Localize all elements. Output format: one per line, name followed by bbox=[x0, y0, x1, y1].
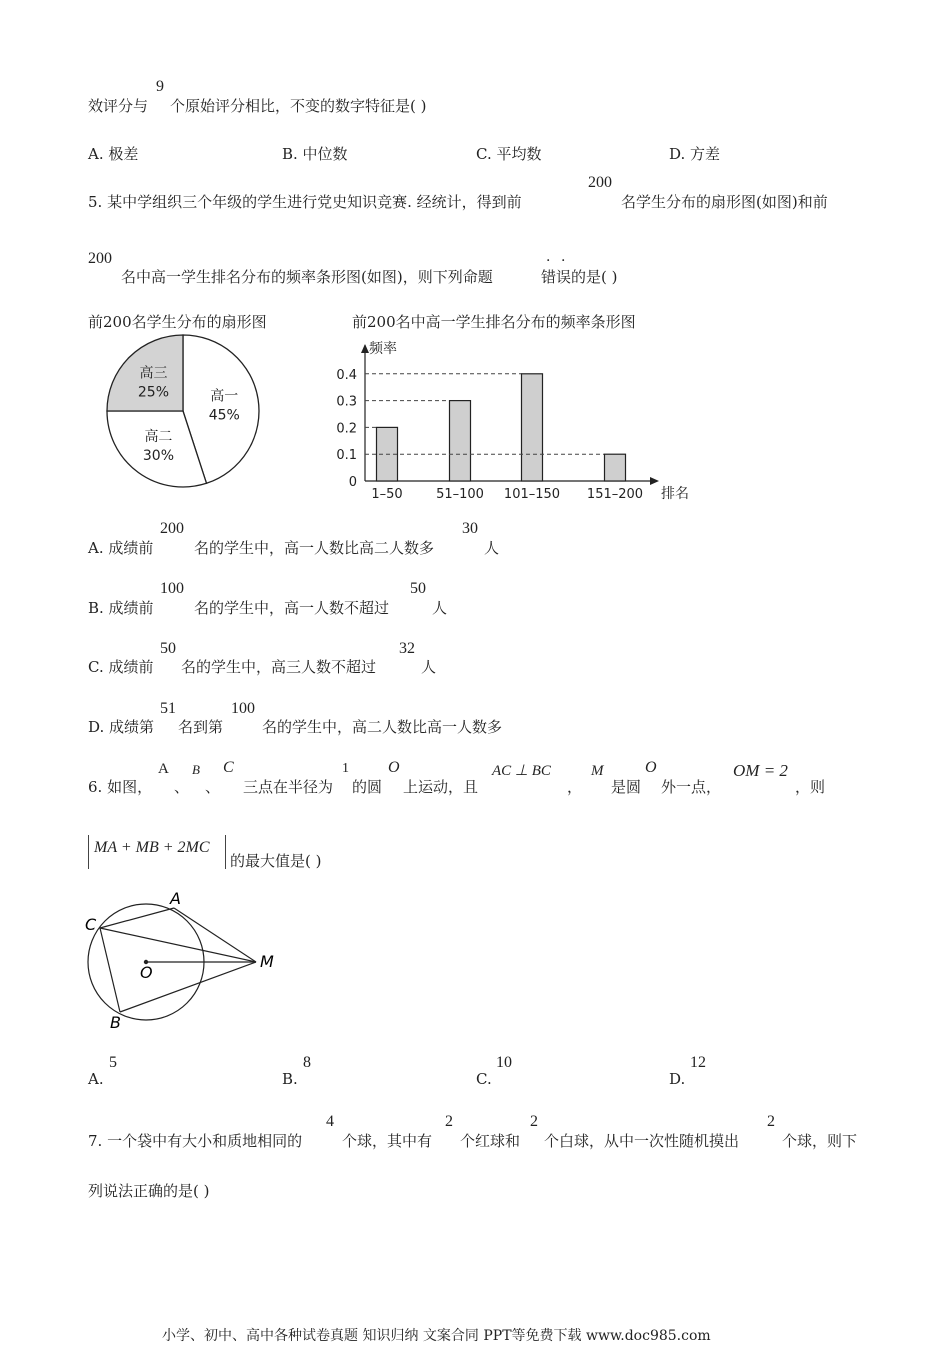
option-text: A. 成绩前 bbox=[88, 539, 154, 557]
page-footer: 小学、初中、高中各种试卷真题 知识归纳 文案合同 PPT等免费下载 www.doc985.com bbox=[162, 1328, 711, 1344]
segment-cb bbox=[100, 928, 120, 1012]
option-text: 名的学生中，高一人数比高二人数多 bbox=[194, 539, 435, 557]
option-text: 名的学生中，高一人数不超过 bbox=[194, 599, 390, 617]
q7-text: 个球，则下 bbox=[782, 1132, 858, 1150]
x-tick-label: 51–100 bbox=[436, 487, 484, 502]
label-a: A bbox=[170, 890, 181, 908]
q7-number: 2 bbox=[767, 1113, 775, 1130]
label-o: O bbox=[140, 963, 153, 982]
segment-am bbox=[174, 908, 256, 962]
q7-number: 2 bbox=[445, 1113, 453, 1130]
pie-chart-title: 前200名学生分布的扇形图 bbox=[88, 313, 267, 331]
bar bbox=[605, 454, 626, 481]
option-number: 51 bbox=[160, 700, 176, 717]
pie-slice-label: 高二 bbox=[144, 428, 173, 445]
pie-slice-value: 25% bbox=[137, 384, 170, 401]
q6-perpendicular: AC ⊥ BC bbox=[492, 763, 551, 779]
q5-line1-pre: 5. 某中学组织三个年级的学生进行党史知识竞赛. 经统计，得到前 bbox=[88, 193, 522, 211]
option-text: 人 bbox=[421, 658, 437, 676]
q6-text: 的最大值是( ) bbox=[230, 852, 322, 870]
q6-option-c-label: C. bbox=[476, 1070, 492, 1088]
y-tick-label: 0.3 bbox=[336, 394, 357, 410]
option-number: 200 bbox=[160, 520, 184, 537]
option-number: 30 bbox=[462, 520, 478, 537]
bar-chart bbox=[330, 335, 700, 510]
abs-bar-right bbox=[225, 835, 226, 869]
q6-option-d-label: D. bbox=[669, 1070, 686, 1088]
bar bbox=[522, 374, 543, 481]
x-axis-arrow-icon bbox=[650, 477, 659, 485]
label-b: B bbox=[110, 1013, 121, 1032]
q6-figure bbox=[82, 890, 292, 1035]
option-text: B. 成绩前 bbox=[88, 599, 154, 617]
emphasis-dot-icon: · bbox=[561, 253, 566, 269]
q7-text: 个白球，从中一次性随机摸出 bbox=[544, 1132, 740, 1150]
pie-slice-value: 45% bbox=[208, 407, 240, 424]
q6-option-a-label: A. bbox=[88, 1070, 104, 1088]
q6-point-b: B bbox=[192, 762, 200, 777]
option-text: 名到第 bbox=[178, 718, 224, 736]
emphasis-dot-icon: · bbox=[546, 253, 551, 269]
q6-text: 、 bbox=[205, 778, 221, 796]
q6-circle-o: O bbox=[645, 759, 657, 776]
bar bbox=[450, 401, 471, 481]
option-number: 32 bbox=[399, 640, 415, 657]
q7-text: 个球，其中有 bbox=[342, 1132, 433, 1150]
q5-line2-pre: 名中高一学生排名分布的频率条形图(如图)，则下列命题 bbox=[121, 268, 493, 286]
q6-expression-text: MA + MB + 2MC bbox=[94, 839, 210, 856]
q6-option-c-value: 10 bbox=[496, 1054, 512, 1071]
q6-text: 的圆 bbox=[352, 778, 383, 796]
option-text: D. 成绩第 bbox=[88, 718, 155, 736]
q6-circle-o: O bbox=[388, 759, 400, 776]
option-text: 人 bbox=[432, 599, 448, 617]
pie-slice-label: 高三 bbox=[139, 365, 168, 382]
q6-om-length: OM = 2 bbox=[733, 761, 788, 780]
q6-text: 上运动，且 bbox=[403, 778, 479, 796]
q7-text: 个红球和 bbox=[460, 1132, 521, 1150]
q4-text-before: 效评分与 bbox=[88, 97, 149, 115]
q5-emphasis bbox=[541, 253, 572, 287]
option-text: C. 成绩前 bbox=[88, 658, 154, 676]
q6-radius: 1 bbox=[342, 761, 349, 776]
q7-number: 2 bbox=[530, 1113, 538, 1130]
q6-point-c: C bbox=[223, 759, 234, 776]
y-tick-label: 0.4 bbox=[336, 367, 357, 383]
y-axis-label: 频率 bbox=[369, 341, 397, 357]
q5-emphasis-text: 错误 bbox=[541, 268, 572, 286]
q6-text: 外一点， bbox=[661, 778, 722, 796]
q5-number-200a: 200 bbox=[588, 174, 612, 191]
q6-option-b-value: 8 bbox=[303, 1054, 311, 1071]
option-number: 100 bbox=[231, 700, 255, 717]
q6-point-m: M bbox=[591, 763, 604, 779]
option-text: 名的学生中，高三人数不超过 bbox=[181, 658, 377, 676]
y-tick-label: 0.1 bbox=[336, 448, 357, 464]
q6-text: 、 bbox=[174, 778, 190, 796]
q5-number-200b: 200 bbox=[88, 250, 112, 267]
q7-number: 4 bbox=[326, 1113, 334, 1130]
q4-option-d: D. 方差 bbox=[669, 145, 721, 163]
x-axis-label: 排名 bbox=[661, 486, 689, 502]
q4-option-b: B. 中位数 bbox=[282, 145, 348, 163]
abs-bar-left bbox=[88, 835, 89, 869]
x-tick-label: 151–200 bbox=[586, 487, 644, 502]
q4-option-a: A. 极差 bbox=[88, 145, 139, 163]
q6-point-a: A bbox=[158, 761, 169, 777]
pie-slice-value: 30% bbox=[142, 447, 174, 464]
option-text: 人 bbox=[484, 539, 500, 557]
y-axis-arrow-icon bbox=[361, 344, 369, 353]
pie-chart bbox=[100, 332, 270, 497]
y-tick-label: 0 bbox=[348, 475, 357, 490]
x-tick-label: 101–150 bbox=[503, 487, 561, 502]
q7-text: 7. 一个袋中有大小和质地相同的 bbox=[88, 1132, 303, 1150]
option-number: 50 bbox=[410, 580, 426, 597]
q4-option-c: C. 平均数 bbox=[476, 145, 542, 163]
q6-text: ，则 bbox=[795, 778, 826, 796]
q6-text: 是圆 bbox=[611, 778, 642, 796]
q5-line1-post: 名学生分布的扇形图(如图)和前 bbox=[621, 193, 828, 211]
label-c: C bbox=[85, 915, 97, 934]
q4-text-after: 个原始评分相比，不变的数字特征是( ) bbox=[170, 97, 427, 115]
segment-ca bbox=[100, 908, 174, 928]
x-tick-label: 1–50 bbox=[371, 487, 403, 502]
q6-option-b-label: B. bbox=[282, 1070, 298, 1088]
q5-line2-post: 的是( ) bbox=[571, 268, 618, 286]
q6-expression bbox=[88, 835, 228, 867]
option-number: 50 bbox=[160, 640, 176, 657]
option-number: 100 bbox=[160, 580, 184, 597]
segment-cm bbox=[100, 928, 256, 962]
bar-chart-title: 前200名中高一学生排名分布的频率条形图 bbox=[352, 313, 636, 331]
q6-option-d-value: 12 bbox=[690, 1054, 706, 1071]
q6-text: 6. 如图， bbox=[88, 778, 153, 796]
q4-number: 9 bbox=[156, 78, 164, 95]
y-tick-label: 0.2 bbox=[336, 421, 357, 437]
pie-slice-label: 高一 bbox=[210, 388, 239, 405]
q6-option-a-value: 5 bbox=[109, 1054, 117, 1071]
option-text: 名的学生中，高二人数比高一人数多 bbox=[262, 718, 503, 736]
q6-text: 三点在半径为 bbox=[243, 778, 334, 796]
q6-text: ， bbox=[567, 778, 583, 796]
label-m: M bbox=[260, 952, 274, 971]
q7-text: 列说法正确的是( ) bbox=[88, 1182, 210, 1200]
